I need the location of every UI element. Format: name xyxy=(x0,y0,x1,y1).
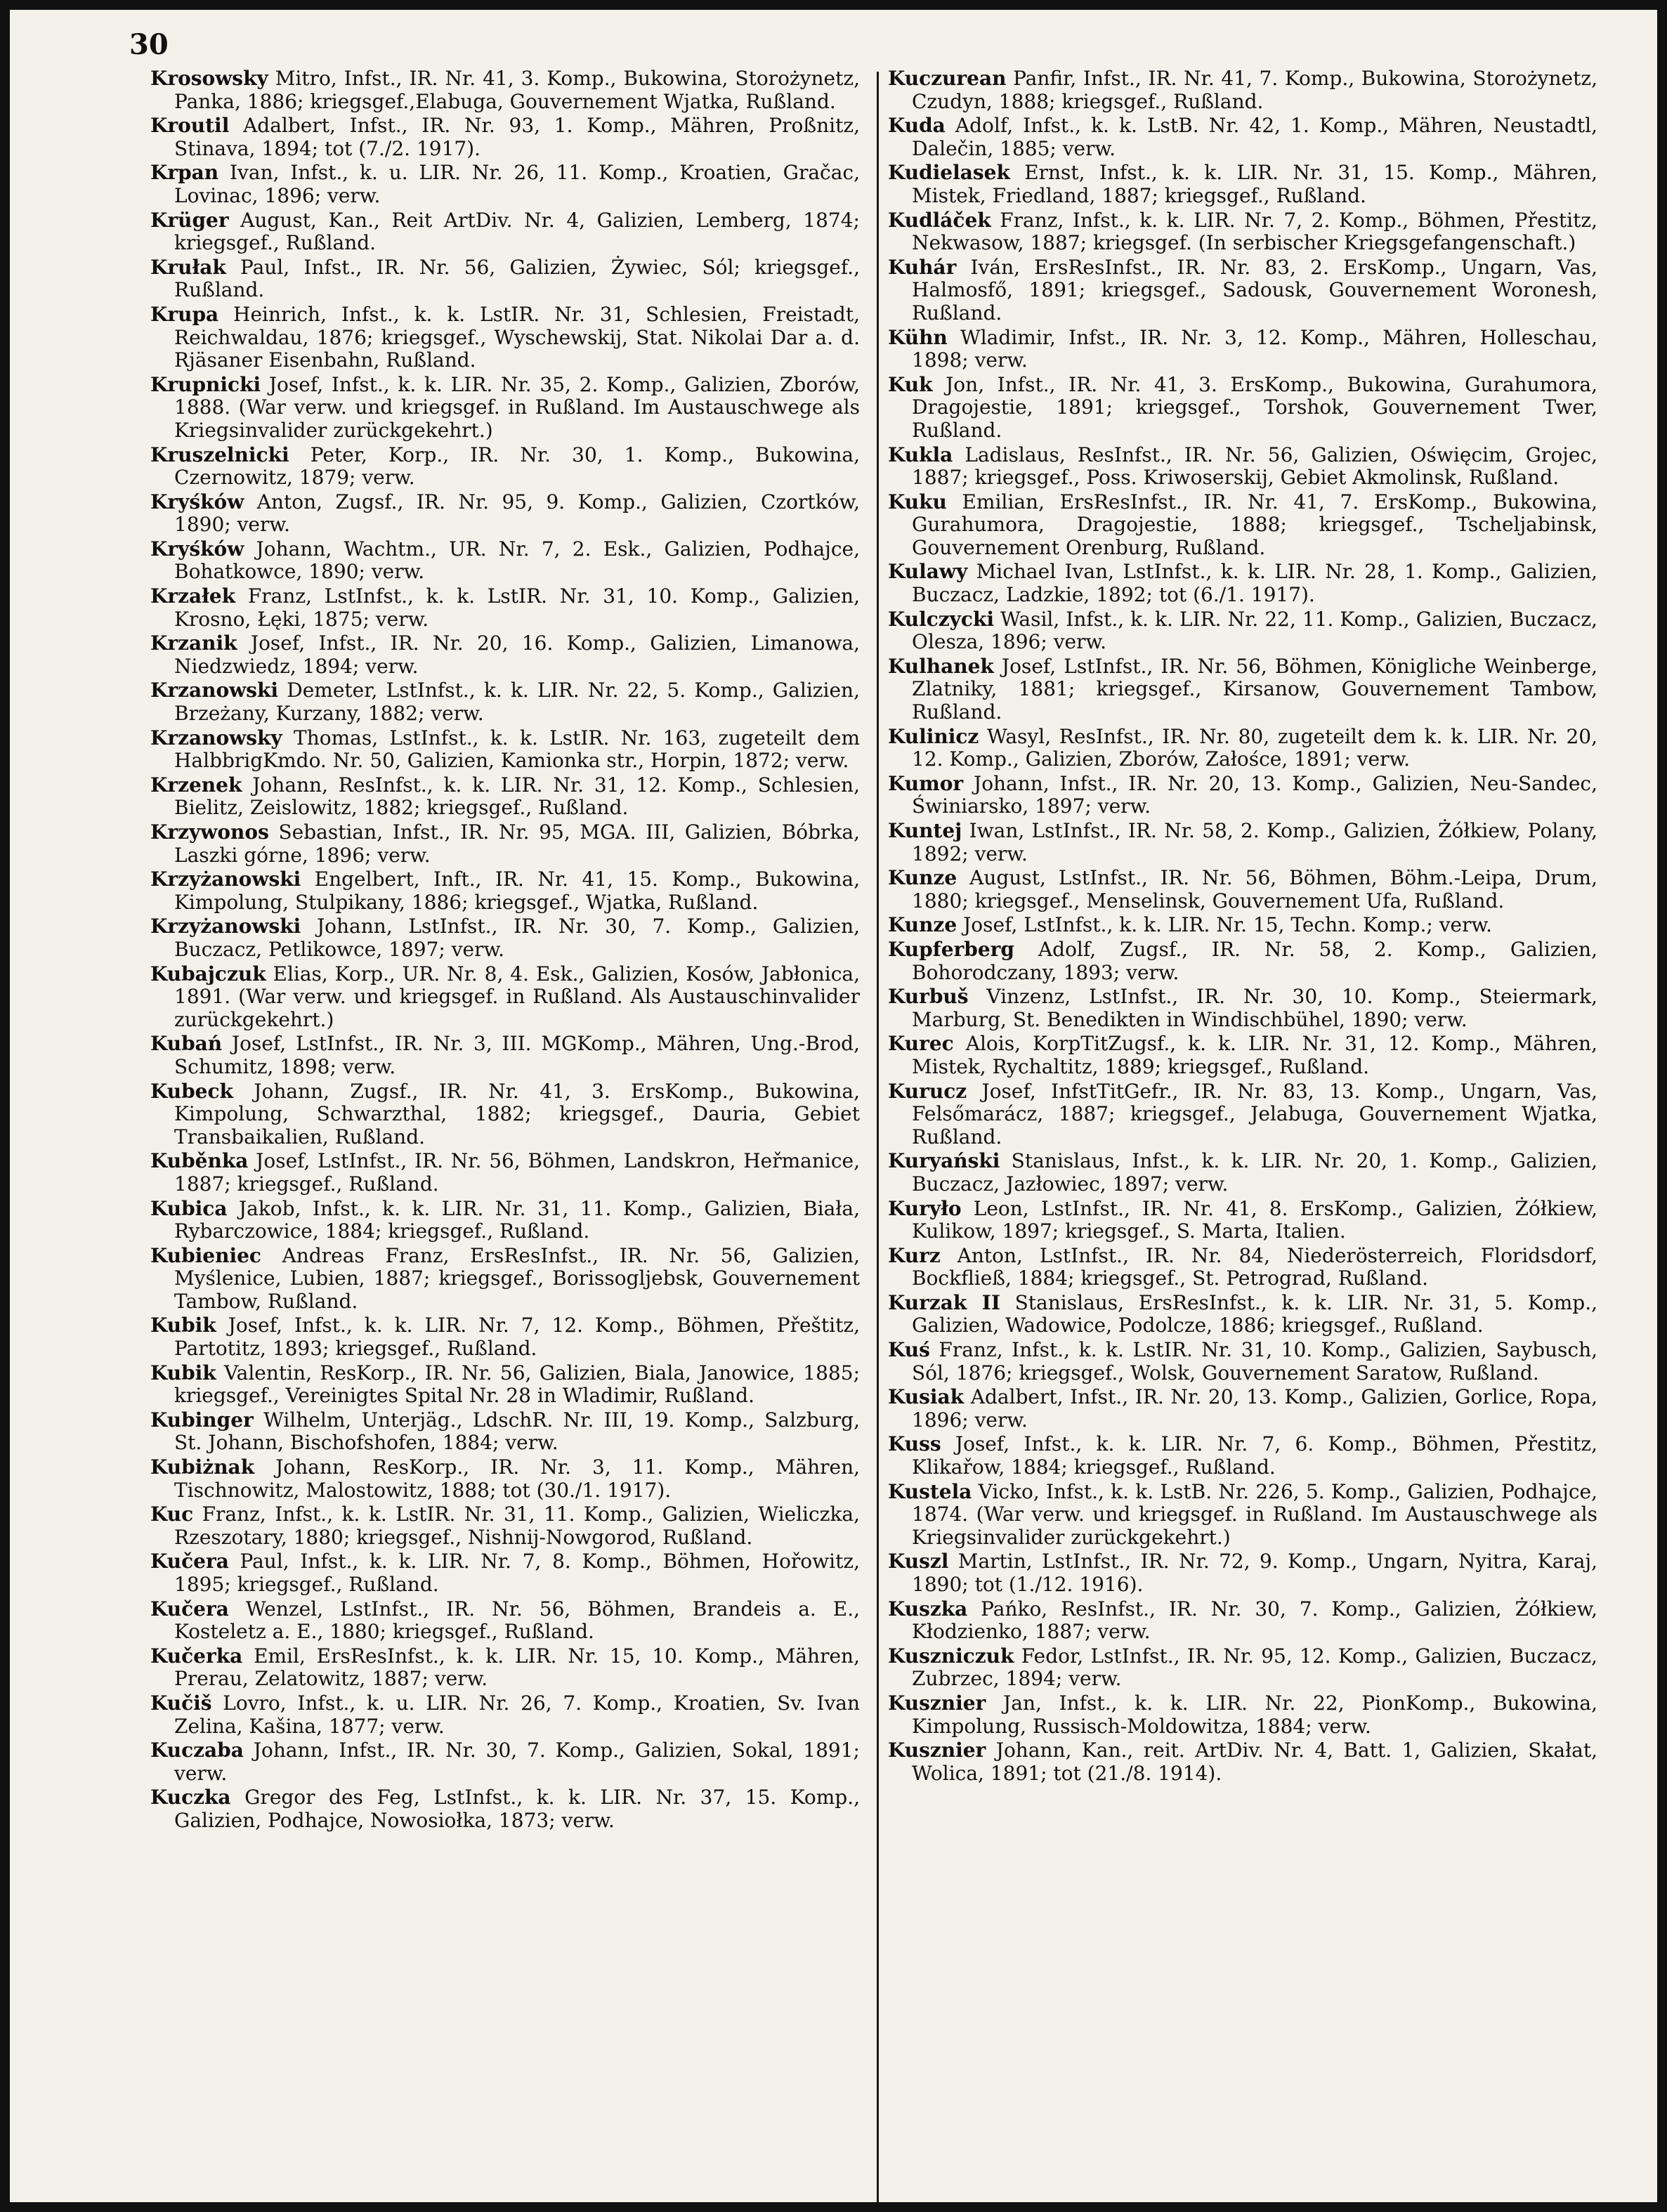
list-entry xyxy=(888,1339,1597,1385)
entry-details: Wasyl, ResInfst., IR. Nr. 80, zugeteilt dem k. k. LIR. Nr. 20, 12. Komp., Galizien, Zborów, Załośce, 1891; verw. xyxy=(912,724,1597,771)
entry-name: Kulhanek xyxy=(888,654,994,678)
entry-name: Krzanik xyxy=(150,631,237,655)
list-entry xyxy=(888,67,1597,113)
list-entry xyxy=(888,491,1597,560)
entry-details: Valentin, ResKorp., IR. Nr. 56, Galizien, Biala, Janowice, 1885; kriegsgef., Vereinigtes Spital Nr. 28 in Wladimir, Rußland. xyxy=(174,1361,860,1408)
entry-details: Gregor des Feg, LstInfst., k. k. LIR. Nr. 37, 15. Komp., Galizien, Podhajce, Nowosiołka, 1873; verw. xyxy=(174,1786,860,1832)
entry-details: Wladimir, Infst., IR. Nr. 3, 12. Komp., Mähren, Holleschau, 1898; verw. xyxy=(912,325,1597,372)
list-entry xyxy=(888,986,1597,1031)
list-entry xyxy=(150,679,860,725)
entry-details: Ivan, Infst., k. u. LIR. Nr. 26, 11. Komp., Kroatien, Gračac, Lovinac, 1896; verw. xyxy=(174,161,861,207)
entry-details: Leon, LstInfst., IR. Nr. 41, 8. ErsKomp., Galizien, Żółkiew, Kulikow, 1897; kriegsgef., S. Marta, Italien. xyxy=(912,1196,1597,1243)
entry-name: Kučerka xyxy=(150,1644,243,1668)
list-entry xyxy=(888,1080,1597,1149)
entry-name: Kurucz xyxy=(888,1079,967,1103)
list-entry xyxy=(150,1198,860,1243)
entry-name: Kukla xyxy=(888,443,953,466)
entry-name: Kumor xyxy=(888,771,964,795)
entry-details: Iwan, LstInfst., IR. Nr. 58, 2. Komp., Galizien, Żółkiew, Polany, 1892; verw. xyxy=(912,819,1597,865)
list-entry xyxy=(888,867,1597,912)
entry-details: Emil, ErsResInfst., k. k. LIR. Nr. 15, 10. Komp., Mähren, Prerau, Zelatowitz, 1887; verw. xyxy=(174,1644,860,1691)
list-entry xyxy=(150,1598,860,1644)
entry-details: Ernst, Infst., k. k. LIR. Nr. 31, 15. Komp., Mähren, Mistek, Friedland, 1887; kriegsgef., Rußland. xyxy=(912,161,1597,207)
entry-details: Wenzel, LstInfst., IR. Nr. 56, Böhmen, Brandeis a. E., Kosteletz a. E., 1880; kriegsgef., Rußland. xyxy=(174,1597,861,1644)
list-entry xyxy=(888,1033,1597,1078)
entry-details: Wilhelm, Unterjäg., LdschR. Nr. III, 19. Komp., Salzburg, St. Johann, Bischofshofen, 1884; verw. xyxy=(174,1408,860,1455)
entry-name: Kuk xyxy=(888,372,933,396)
entry-name: Kuběnka xyxy=(150,1149,249,1173)
entry-details: Mitro, Infst., IR. Nr. 41, 3. Komp., Bukowina, Storożynetz, Panka, 1886; kriegsgef.,Elabuga, Gouvernement Wjatka, Rußland. xyxy=(174,67,860,113)
entry-details: Alois, KorpTitZugsf., k. k. LIR. Nr. 31, 12. Komp., Mähren, Mistek, Rychaltitz, 1889; kriegsgef., Rußland. xyxy=(912,1032,1597,1078)
list-entry xyxy=(888,938,1597,984)
entry-name: Kuczaba xyxy=(150,1739,244,1762)
entry-name: Kubik xyxy=(150,1314,216,1337)
list-entry xyxy=(888,114,1597,160)
entry-details: Andreas Franz, ErsResInfst., IR. Nr. 56, Galizien, Myślenice, Lubien, 1887; kriegsgef., Borissogljebsk, Gouvernement Tambow, Rußland. xyxy=(174,1243,860,1313)
list-entry xyxy=(150,1692,860,1738)
entry-name: Kuryło xyxy=(888,1196,962,1220)
list-entry xyxy=(150,1150,860,1196)
entry-details: Josef, Infst., k. k. LIR. Nr. 35, 2. Komp., Galizien, Zborów, 1888. (War verw. und kriegsgef. in Rußland. Im Austauschwege als Kriegsinvalider zurückgekehrt.) xyxy=(174,372,860,442)
list-entry xyxy=(150,1456,860,1502)
entry-details: Lovro, Infst., k. u. LIR. Nr. 26, 7. Komp., Kroatien, Sv. Ivan Zelina, Kašina, 1877; verw. xyxy=(174,1691,860,1738)
entry-details: Johann, Kan., reit. ArtDiv. Nr. 4, Batt. 1, Galizien, Skałat, Wolica, 1891; tot (21./8. 1914). xyxy=(912,1739,1597,1785)
list-entry xyxy=(888,1739,1597,1785)
list-entry xyxy=(888,256,1597,325)
list-entry xyxy=(150,256,860,302)
list-entry xyxy=(150,303,860,372)
list-entry xyxy=(888,773,1597,818)
entry-details: Paul, Infst., IR. Nr. 56, Galizien, Żywiec, Sól; kriegsgef., Rußland. xyxy=(174,255,860,302)
entry-name: Kubinger xyxy=(150,1408,254,1432)
list-entry xyxy=(888,914,1597,937)
entry-name: Krupnicki xyxy=(150,372,261,396)
list-entry xyxy=(150,374,860,443)
list-entry xyxy=(150,868,860,914)
list-entry xyxy=(888,1198,1597,1243)
entry-details: Sebastian, Infst., IR. Nr. 95, MGA. III, Galizien, Bóbrka, Laszki górne, 1896; verw. xyxy=(174,820,860,867)
entry-name: Kudielasek xyxy=(888,161,1010,185)
list-entry xyxy=(150,444,860,490)
entry-details: Emilian, ErsResInfst., IR. Nr. 41, 7. ErsKomp., Bukowina, Gurahumora, Dragojestie, 1888; kriegsgef., Tscheljabinsk, Gouvernement Orenburg, Rußland. xyxy=(912,490,1597,559)
list-entry xyxy=(888,162,1597,207)
entry-details: Adolf, Infst., k. k. LstB. Nr. 42, 1. Komp., Mähren, Neustadtl, Dalečin, 1885; verw. xyxy=(912,114,1597,160)
entry-name: Kunze xyxy=(888,866,957,890)
entry-name: Kubań xyxy=(150,1032,223,1056)
list-entry xyxy=(888,1245,1597,1290)
entry-details: Josef, Infst., IR. Nr. 20, 16. Komp., Galizien, Limanowa, Niedzwiedz, 1894; verw. xyxy=(174,631,860,678)
entry-name: Kuc xyxy=(150,1503,194,1526)
list-entry xyxy=(888,1550,1597,1596)
entry-name: Kubeck xyxy=(150,1079,233,1103)
entry-name: Krzyżanowski xyxy=(150,868,301,891)
list-entry xyxy=(150,1245,860,1314)
list-entry xyxy=(888,1598,1597,1644)
entry-name: Kurbuš xyxy=(888,985,969,1009)
entry-details: Josef, Infst., k. k. LIR. Nr. 7, 6. Komp., Böhmen, Přestitz, Klikařow, 1884; kriegsgef., Rußland. xyxy=(912,1432,1598,1479)
list-entry xyxy=(888,1645,1597,1691)
entry-name: Kučera xyxy=(150,1597,229,1621)
list-entry xyxy=(150,632,860,678)
entry-name: Krułak xyxy=(150,255,226,279)
list-entry xyxy=(888,444,1597,490)
entry-name: Krzałek xyxy=(150,584,236,608)
entry-name: Kroutil xyxy=(150,114,230,138)
entry-details: Engelbert, Inft., IR. Nr. 41, 15. Komp., Bukowina, Kimpolung, Stulpikany, 1886; kriegsgef., Wjatka, Rußland. xyxy=(174,868,860,914)
entry-details: August, LstInfst., IR. Nr. 56, Böhmen, Böhm.-Leipa, Drum, 1880; kriegsgef., Menselinsk, Gouvernement Ufa, Rußland. xyxy=(912,866,1597,912)
entry-name: Kusiak xyxy=(888,1385,965,1409)
entry-name: Kubieniec xyxy=(150,1243,261,1267)
entry-details: Martin, LstInfst., IR. Nr. 72, 9. Komp., Ungarn, Nyitra, Karaj, 1890; tot (1./12. 1916). xyxy=(912,1550,1597,1596)
entry-details: Franz, Infst., k. k. LIR. Nr. 7, 2. Komp., Böhmen, Přestitz, Nekwasow, 1887; kriegsgef. (In serbischer Kriegsgefangenschaft.) xyxy=(912,208,1597,255)
entry-name: Kubajczuk xyxy=(150,962,266,986)
entry-name: Kruszelnicki xyxy=(150,443,289,466)
column-divider xyxy=(877,72,879,2202)
list-entry xyxy=(888,1150,1597,1196)
entry-name: Kusznier xyxy=(888,1691,986,1715)
entry-name: Kuku xyxy=(888,490,947,513)
entry-details: Johann, Infst., IR. Nr. 30, 7. Komp., Galizien, Sokal, 1891; verw. xyxy=(174,1739,860,1785)
entry-details: Peter, Korp., IR. Nr. 30, 1. Komp., Bukowina, Czernowitz, 1879; verw. xyxy=(174,443,860,490)
entry-name: Krpan xyxy=(150,161,219,185)
entry-name: Kustela xyxy=(888,1479,972,1503)
entry-details: Thomas, LstInfst., k. k. LstIR. Nr. 163, zugeteilt dem HalbbrigKmdo. Nr. 50, Galizien, Kamionka str., Horpin, 1872; verw. xyxy=(174,726,860,773)
entry-name: Kuczka xyxy=(150,1786,231,1809)
list-entry xyxy=(888,209,1597,255)
list-entry xyxy=(888,327,1597,372)
entry-name: Kuntej xyxy=(888,819,962,842)
entry-name: Kühn xyxy=(888,325,948,349)
entry-name: Kuś xyxy=(888,1338,930,1362)
entry-name: Kudláček xyxy=(888,208,991,232)
entry-name: Kurzak II xyxy=(888,1290,1000,1314)
list-entry xyxy=(888,1692,1597,1738)
list-entry xyxy=(888,374,1597,443)
entry-name: Kulinicz xyxy=(888,724,979,748)
list-entry xyxy=(150,538,860,584)
entry-details: Johann, Wachtm., UR. Nr. 7, 2. Esk., Galizien, Podhajce, Bohatkowce, 1890; verw. xyxy=(174,537,861,584)
entry-name: Kurec xyxy=(888,1032,954,1056)
list-entry xyxy=(888,1386,1597,1432)
entry-details: Josef, LstInfst., IR. Nr. 56, Böhmen, Königliche Weinberge, Zlatniky, 1881; kriegsgef., Kirsanow, Gouvernement Tambow, Rußland. xyxy=(912,654,1597,724)
entry-details: Heinrich, Infst., k. k. LstIR. Nr. 31, Schlesien, Freistadt, Reichwaldau, 1876; kriegsgef., Wyschewskij, Stat. Nikolai Dar a. d. Rjäsaner Eisenbahn, Rußland. xyxy=(174,302,860,372)
entry-name: Kučiš xyxy=(150,1691,212,1715)
entry-name: Kubiżnak xyxy=(150,1455,255,1479)
list-entry xyxy=(150,774,860,820)
entry-name: Kurz xyxy=(888,1243,941,1267)
list-entry xyxy=(888,1292,1597,1337)
list-entry xyxy=(888,1481,1597,1550)
entry-name: Krzenek xyxy=(150,773,242,797)
entry-name: Krosowsky xyxy=(150,67,268,90)
entry-name: Kuszl xyxy=(888,1550,949,1573)
entry-name: Kubica xyxy=(150,1196,228,1220)
entry-name: Kuczurean xyxy=(888,67,1007,90)
list-entry xyxy=(150,963,860,1032)
entry-details: Paul, Infst., k. k. LIR. Nr. 7, 8. Komp., Böhmen, Hořowitz, 1895; kriegsgef., Rußland. xyxy=(174,1550,860,1596)
list-entry xyxy=(150,1739,860,1785)
list-entry xyxy=(888,655,1597,724)
entry-name: Kusznier xyxy=(888,1739,986,1762)
entry-details: Jakob, Infst., k. k. LIR. Nr. 31, 11. Komp., Galizien, Biała, Rybarczowice, 1884; kriegsgef., Rußland. xyxy=(174,1196,860,1243)
entry-details: Johann, Infst., IR. Nr. 20, 13. Komp., Galizien, Neu-Sandec, Świniarsko, 1897; verw. xyxy=(912,771,1597,818)
entry-details: Michael Ivan, LstInfst., k. k. LIR. Nr. 28, 1. Komp., Galizien, Buczacz, Ladzkie, 1892; tot (6./1. 1917). xyxy=(912,560,1598,607)
list-entry xyxy=(150,585,860,631)
entry-details: Johann, Zugsf., IR. Nr. 41, 3. ErsKomp., Bukowina, Kimpolung, Schwarzthal, 1882; kriegsgef., Dauria, Gebiet Transbaikalien, Rußland. xyxy=(174,1079,860,1148)
list-entry xyxy=(150,821,860,867)
entry-details: Franz, Infst., k. k. LstIR. Nr. 31, 11. Komp., Galizien, Wieliczka, Rzeszotary, 1880; kriegsgef., Nishnij-Nowgorod, Rußland. xyxy=(174,1503,861,1549)
entry-name: Kunze xyxy=(888,913,957,937)
list-entry xyxy=(888,1433,1597,1479)
list-entry xyxy=(150,915,860,961)
entry-details: Johann, ResInfst., k. k. LIR. Nr. 31, 12. Komp., Schlesien, Bielitz, Zeislowitz, 1882; kriegsgef., Rußland. xyxy=(174,773,860,820)
list-entry xyxy=(150,727,860,773)
entry-name: Krzanowski xyxy=(150,679,279,702)
entry-details: Vinzenz, LstInfst., IR. Nr. 30, 10. Komp., Steiermark, Marburg, St. Benedikten in Windischbühel, 1890; verw. xyxy=(912,985,1597,1031)
entry-details: Demeter, LstInfst., k. k. LIR. Nr. 22, 5. Komp., Galizien, Brzeżany, Kurzany, 1882; verw. xyxy=(174,679,860,726)
entry-details: Wasil, Infst., k. k. LIR. Nr. 22, 11. Komp., Galizien, Buczacz, Olesza, 1896; verw. xyxy=(912,607,1597,654)
list-entry xyxy=(150,1409,860,1455)
entry-details: Josef, LstInfst., IR. Nr. 3, III. MGKomp., Mähren, Ung.-Brod, Schumitz, 1898; verw. xyxy=(174,1032,860,1078)
entry-details: Johann, ResKorp., IR. Nr. 3, 11. Komp., Mähren, Tischnowitz, Malostowitz, 1888; tot (30./1. 1917). xyxy=(174,1455,861,1502)
entry-details: Anton, Zugsf., IR. Nr. 95, 9. Komp., Galizien, Czortków, 1890; verw. xyxy=(174,490,860,537)
entry-details: Stanislaus, Infst., k. k. LIR. Nr. 20, 1. Komp., Galizien, Buczacz, Jazłowiec, 1897; verw. xyxy=(912,1149,1597,1196)
entry-details: Franz, Infst., k. k. LstIR. Nr. 31, 10. Komp., Galizien, Saybusch, Sól, 1876; kriegsgef., Wolsk, Gouvernement Saratow, Rußland. xyxy=(912,1338,1598,1385)
entry-details: Stanislaus, ErsResInfst., k. k. LIR. Nr. 31, 5. Komp., Galizien, Wadowice, Podolcze, 1886; kriegsgef., Rußland. xyxy=(912,1290,1597,1337)
list-entry xyxy=(888,820,1597,865)
right-column xyxy=(888,67,1597,1786)
list-entry xyxy=(150,1645,860,1691)
list-entry xyxy=(150,1550,860,1596)
entry-name: Krzywonos xyxy=(150,820,269,844)
entry-details: Pańko, ResInfst., IR. Nr. 30, 7. Komp., Galizien, Żółkiew, Kłodzienko, 1887; verw. xyxy=(912,1597,1597,1644)
entry-name: Kubik xyxy=(150,1361,216,1385)
entry-name: Kuszniczuk xyxy=(888,1644,1014,1668)
entry-details: Adalbert, Infst., IR. Nr. 20, 13. Komp., Galizien, Gorlice, Ropa, 1896; verw. xyxy=(912,1385,1597,1432)
entry-details: Johann, LstInfst., IR. Nr. 30, 7. Komp., Galizien, Buczacz, Petlikowce, 1897; verw. xyxy=(174,915,860,961)
entry-details: Panfir, Infst., IR. Nr. 41, 7. Komp., Bukowina, Storożynetz, Czudyn, 1888; kriegsgef., Rußland. xyxy=(912,67,1597,113)
entry-details: Iván, ErsResInfst., IR. Nr. 83, 2. ErsKomp., Ungarn, Vas, Halmosfő, 1891; kriegsgef., Sadousk, Gouvernement Woronesh, Rußland. xyxy=(912,255,1597,325)
entry-details: Adolf, Zugsf., IR. Nr. 58, 2. Komp., Galizien, Bohorodczany, 1893; verw. xyxy=(912,937,1597,984)
left-column xyxy=(150,67,860,1834)
entry-details: Vicko, Infst., k. k. LstB. Nr. 226, 5. Komp., Galizien, Podhajce, 1874. (War verw. und kriegsgef. in Rußland. Im Austauschwege als Kriegsinvalider zurückgekehrt.) xyxy=(912,1479,1597,1549)
entry-name: Kuszka xyxy=(888,1597,968,1621)
list-entry xyxy=(888,726,1597,771)
entry-details: Josef, InfstTitGefr., IR. Nr. 83, 13. Komp., Ungarn, Vas, Felsőmarácz, 1887; kriegsgef., Jelabuga, Gouvernement Wjatka, Rußland. xyxy=(912,1079,1597,1148)
list-entry xyxy=(150,114,860,160)
entry-details: Anton, LstInfst., IR. Nr. 84, Niederösterreich, Floridsdorf, Bockfließ, 1884; kriegsgef., St. Petrograd, Rußland. xyxy=(912,1243,1597,1290)
entry-name: Kuda xyxy=(888,114,946,138)
list-entry xyxy=(150,209,860,255)
list-entry xyxy=(150,1080,860,1149)
list-entry xyxy=(150,67,860,113)
entry-name: Kulczycki xyxy=(888,607,995,631)
list-entry xyxy=(888,561,1597,606)
entry-details: Fedor, LstInfst., IR. Nr. 95, 12. Komp., Galizien, Buczacz, Zubrzec, 1894; verw. xyxy=(912,1644,1597,1691)
entry-name: Krzyżanowski xyxy=(150,915,301,938)
entry-details: Franz, LstInfst., k. k. LstIR. Nr. 31, 10. Komp., Galizien, Krosno, Łęki, 1875; verw. xyxy=(174,584,860,631)
list-entry xyxy=(150,1314,860,1360)
entry-name: Krüger xyxy=(150,208,229,232)
entry-name: Kulawy xyxy=(888,560,968,584)
list-entry xyxy=(888,608,1597,654)
page xyxy=(10,10,1657,2202)
page-number: 30 xyxy=(129,28,169,61)
entry-name: Krupa xyxy=(150,302,219,326)
entry-name: Kryśków xyxy=(150,537,244,561)
list-entry xyxy=(150,1033,860,1078)
entry-name: Kupferberg xyxy=(888,937,1014,961)
entry-details: Jon, Infst., IR. Nr. 41, 3. ErsKomp., Bukowina, Gurahumora, Dragojestie, 1891; kriegsgef., Torshok, Gouvernement Twer, Rußland. xyxy=(912,372,1598,442)
entry-name: Kučera xyxy=(150,1550,229,1573)
entry-name: Kuss xyxy=(888,1432,941,1456)
entry-details: Adalbert, Infst., IR. Nr. 93, 1. Komp., Mähren, Proßnitz, Stinava, 1894; tot (7./2. 1917). xyxy=(174,114,860,160)
entry-name: Kuryański xyxy=(888,1149,1000,1173)
entry-name: Kuhár xyxy=(888,255,957,279)
entry-details: Elias, Korp., UR. Nr. 8, 4. Esk., Galizien, Kosów, Jabłonica, 1891. (War verw. und kriegsgef. in Rußland. Als Austauschinvalider zurückgekehrt.) xyxy=(174,962,860,1031)
entry-name: Krzanowsky xyxy=(150,726,282,750)
list-entry xyxy=(150,491,860,537)
entry-name: Kryśków xyxy=(150,490,244,513)
entry-details: Josef, LstInfst., k. k. LIR. Nr. 15, Techn. Komp.; verw. xyxy=(963,913,1493,937)
list-entry xyxy=(150,1786,860,1832)
entry-details: August, Kan., Reit ArtDiv. Nr. 4, Galizien, Lemberg, 1874; kriegsgef., Rußland. xyxy=(174,208,860,255)
list-entry xyxy=(150,162,860,207)
entry-details: Ladislaus, ResInfst., IR. Nr. 56, Galizien, Oświęcim, Grojec, 1887; kriegsgef., Poss. Kriwoserskij, Gebiet Akmolinsk, Rußland. xyxy=(912,443,1598,490)
entry-details: Josef, Infst., k. k. LIR. Nr. 7, 12. Komp., Böhmen, Přeštitz, Partotitz, 1893; kriegsgef., Rußland. xyxy=(174,1314,861,1361)
entry-details: Josef, LstInfst., IR. Nr. 56, Böhmen, Landskron, Heřmanice, 1887; kriegsgef., Rußland. xyxy=(174,1149,861,1196)
list-entry xyxy=(150,1503,860,1549)
entry-details: Jan, Infst., k. k. LIR. Nr. 22, PionKomp., Bukowina, Kimpolung, Russisch-Moldowitza, 1884; verw. xyxy=(912,1691,1597,1738)
list-entry xyxy=(150,1362,860,1408)
